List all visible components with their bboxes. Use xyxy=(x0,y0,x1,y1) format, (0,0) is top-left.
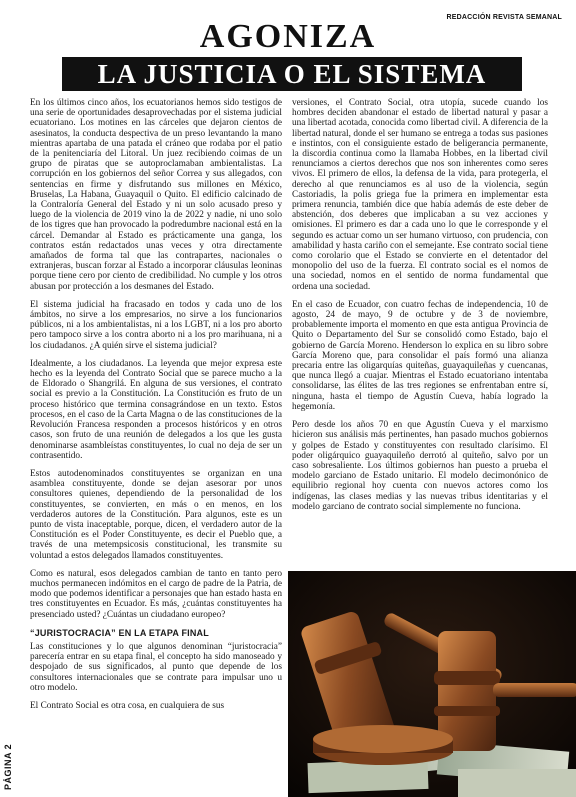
body-paragraph: Pero desde los años 70 en que Agustín Cueva y el marxismo hicieron sus análisis más pertinentes, han pasado muchos gobiernos y golpes de Estado y constituyentes con resultado clarísimo. El poder oligárquico guayaquileño derrotó al quiteño, salvo por un caso sobresaliente. Los últimos gobiernos han puesto a prueba el modelo garciano de Estado unitario. El modelo decimonónico de equilibrio regional hoy cuenta con nuevos actores como los indígenas, las clases medias y las nuevas tribus identitarias y el modelo garciano de contrato social simplemente no funciona. xyxy=(292,420,548,512)
section-tag: REDACCIÓN REVISTA SEMANAL xyxy=(446,14,562,21)
body-paragraph: Idealmente, a los ciudadanos. La leyenda que mejor expresa este hecho es la leyenda del Contrato Social que se parece mucho a la de Eldorado o Shangrilá. En alguna de sus versiones, el contrato social es previo a la Constitución. La Constitución es fruto de un proceso histórico que termina consagrándose en un texto. Estos procesos, en el caso de la Carta Magna o de las constituciones de la Revolución Francesa responden a procesos históricos y en otros casos, son fruto de una reunión de delegados a los que les gusta denominarse asambleístas constituyentes, lo cual no deja de ser un contrasentido. xyxy=(30,358,282,461)
headline-subtitle: LA JUSTICIA O EL SISTEMA xyxy=(97,59,487,89)
body-paragraph: El Contrato Social es otra cosa, en cualquiera de sus xyxy=(30,700,225,711)
headline-agoniza: AGONIZA xyxy=(199,18,377,55)
article-left-column xyxy=(30,98,282,788)
sound-block xyxy=(313,725,453,765)
body-paragraph: El sistema judicial ha fracasado en todos y cada uno de los ámbitos, no sirve a los empresarios, no sirve a los funcionarios públicos, ni a los ambientalistas, ni a los LGBT, ni a los pro aborto pero tampoco sirve a los contra aborto ni a los pro marihuana, ni a los ciudadanos. ¿A quién sirve el sistema judicial? xyxy=(30,299,282,351)
body-paragraph: Estos autodenominados constituyentes se organizan en una asamblea constituyente, donde se dejan asesorar por unos consultores quienes, dependiendo de la personalidad de los constituyentes, se convierten, en más o en menos, en los verdaderos autores de la Constitución. Para algunos, este es un punto de vista inaceptable, porque, dicen, el verdadero autor de la Constitución es el Poder Constituyente, es decir el Pueblo que, a través de una metempsicosis constitucional, les transmite su voluntad a estos delegados llamados constituyentes. xyxy=(30,468,282,561)
body-paragraph: Las constituciones y lo que algunos denominan “juristocracia” parecería entrar en su etapa final, el concepto ha sido manoseado y despojado de sus significados, al punto que depende de los consultores internacionales que se contrate para impulsar uno u otro modelo. xyxy=(30,641,282,693)
gavel-illustration xyxy=(288,571,576,797)
body-paragraph: En los últimos cinco años, los ecuatorianos hemos sido testigos de una serie de oportunidades desaprovechadas por el sistema judicial ecuatoriano. Los motines en las cárceles que dejaron cientos de asesinatos, la conducta despectiva de un preso levantando la mano mientras apartaba de una patada el cráneo que rodaba por el patio de la penitenciaría del Litoral. Un juez recibiendo coimas de un grupo de piratas que se autoproclamaban ambientalistas. La corrupción en los gobiernos del señor Correa y sus allegados, con sentencias en firme y disfrutando sus millones en México, Bruselas, La Habana, Guayaquil o Quito. El edificio calcinado de la Contraloría General del Estado y ni un solo acusado preso y luego de la violencia de 2019 vino la de 2022 y nadie, ni uno solo de los tigres que han provocado la podredumbre nacional está en la cárcel. Demandar al Estado es prácticamente una ganga, los contratos están redactados unas veces y otra directamente amañados de forma tal que las contrapartes, nacionales o extranjeras, buscan forzar al Estado a incorporar cláusulas leoninas porque tiene cero por ciento de credibilidad. No cumple y los otros abusan por protección a los desmanes del Estado. xyxy=(30,98,282,292)
body-paragraph: Como es natural, esos delegados cambian de tanto en tanto pero muchos permanecen indómitos en el cargo de padre de la Patria, de modo que podemos identificar a personajes que han estado hasta en tres constituyentes en Ecuador. Es más, ¿cuántas constituyentes ha presenciado usted? ¿Cuántas un ciudadano europeo? xyxy=(30,568,282,620)
page-number: PÁGINA 2 xyxy=(3,743,13,790)
section-subheading: “JURISTOCRACIA” EN LA ETAPA FINAL xyxy=(30,627,209,638)
body-paragraph: En el caso de Ecuador, con cuatro fechas de independencia, 10 de agosto, 24 de mayo, 9 de octubre y de 3 de noviembre, probablemente importa el momento en que esta antigua Provincia de Quito o Departamento del Sur se consolidó como Estado, bajo el gobierno de García Moreno. Henderson lo explica en su libro sobre García Moreno que, para consolidar el país formó una alianza precaria entre las oligarquías quiteñas, guayaquileñas y cuencanas, que nunca llegó a cuajar. Mientras el Estado ecuatoriano intentaba consolidarse, las élites de las tres regiones se enfrentaban entre sí, ninguna, hasta el tiempo de Agustín Cueva, había logrado la hegemonía. xyxy=(292,299,548,412)
judge-gavel-image xyxy=(288,571,576,797)
body-paragraph: versiones, el Contrato Social, otra utopía, sucede cuando los hombres deciden abandonar el estado de libertad natural y pasar a una libertad acotada, conocida como libertad civil. A diferencia de la libertad natural, donde el ser humano se entrega a todas sus pasiones e instintos, con el consiguiente estado de beligerancia permanente, la discordia continua como la llamaba Hobbes, en la libertad civil renunciamos a ciertos derechos que nos son inherentes como seres vivos. El primero de ellos, la defensa de la vida, para protegerla, el derecho al que renunciamos es al uso de la violencia, según Castoriadis, la polis griega fue la primera en implementar esta primera renuncia, también dice que había además de este deber de abstención, dos deberes que implicaban a su vez acciones y omisiones. El primero es dar a cada uno lo que le corresponde y el segundo es actuar como un ser humano virtuoso, con prudencia, con amabilidad y hasta cariño con el semejante. Ese contrato social tiene como corolario que el Estado se convierte en el detentador del monopolio del uso de la fuerza. El contrato social es el nomos de una sociedad, nomos en el sentido de norma fundamental que ordena una sociedad. xyxy=(292,98,548,292)
article-right-column xyxy=(292,98,548,548)
